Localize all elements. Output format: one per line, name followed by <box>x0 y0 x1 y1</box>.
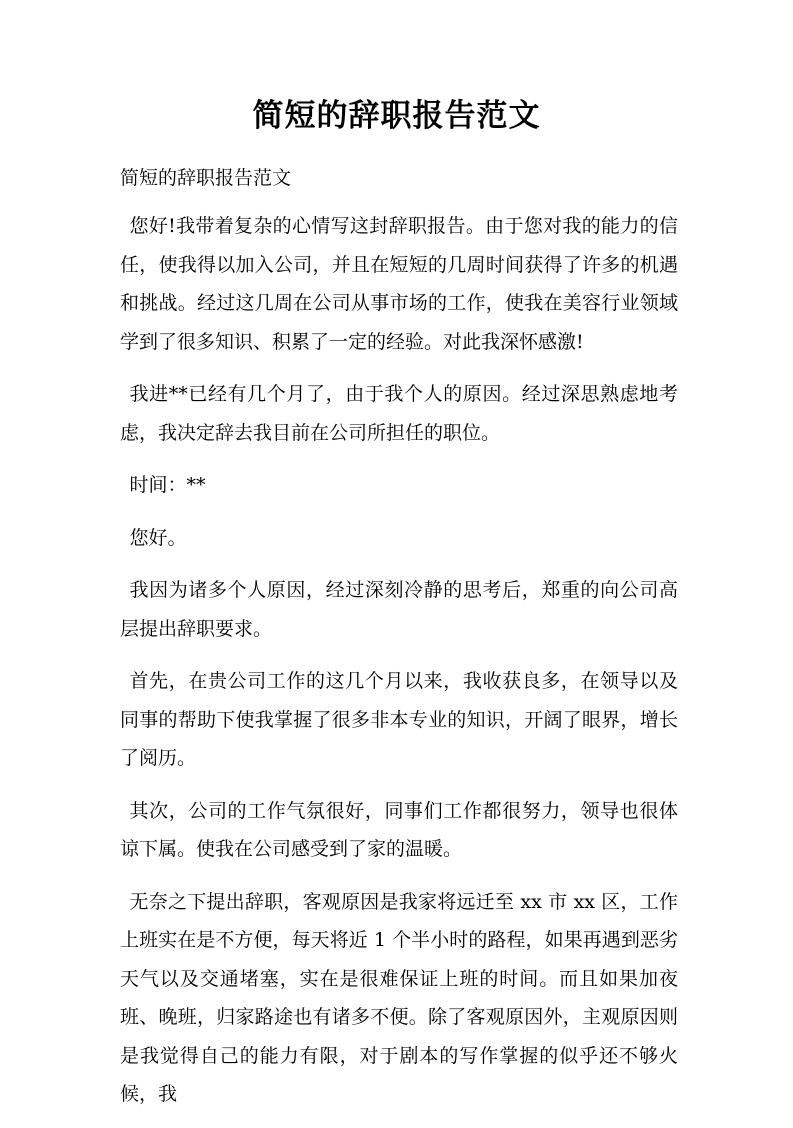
document-subtitle: 简短的辞职报告范文 <box>120 167 292 189</box>
document-body <box>120 207 678 1128</box>
document-title: 简短的辞职报告范文 <box>252 98 541 134</box>
paragraph: 其次，公司的工作气氛很好，同事们工作都很努力，领导也很体谅下属。使我在公司感受到了家的温暖。 <box>120 799 678 860</box>
paragraph: 我因为诸多个人原因，经过深刻冷静的思考后，郑重的向公司高层提出辞职要求。 <box>120 579 678 640</box>
paragraph: 首先，在贵公司工作的这几个月以来，我收获良多，在领导以及同事的帮助下使我掌握了很多非本专业的知识，开阔了眼界，增长了阅历。 <box>120 670 678 769</box>
paragraph: 我进**已经有几个月了，由于我个人的原因。经过深思熟虑地考虑，我决定辞去我目前在公司所担任的职位。 <box>120 383 678 444</box>
paragraph: 您好。 <box>129 526 187 549</box>
paragraph: 您好!我带着复杂的心情写这封辞职报告。由于您对我的能力的信任，使我得以加入公司，并且在短短的几周时间获得了许多的机遇和挑战。经过这几周在公司从事市场的工作，使我在美容行业领域学到了很多知识、积累了一定的经验。对此我深怀感激! <box>120 215 678 353</box>
paragraph: 时间：** <box>129 474 206 496</box>
paragraph: 无奈之下提出辞职，客观原因是我家将远迁至 xx 市 xx 区，工作上班实在是不方便，每天将近 1 个半小时的路程，如果再遇到恶劣天气以及交通堵塞，实在是很难保证上班的时间。而且如果加夜班、晚班，归家路途也有诸多不便。除了客观原因外，主观原因则是我觉得自己的能力有限，对于剧本的写作掌握的似乎还不够火候，我 <box>120 890 678 1105</box>
